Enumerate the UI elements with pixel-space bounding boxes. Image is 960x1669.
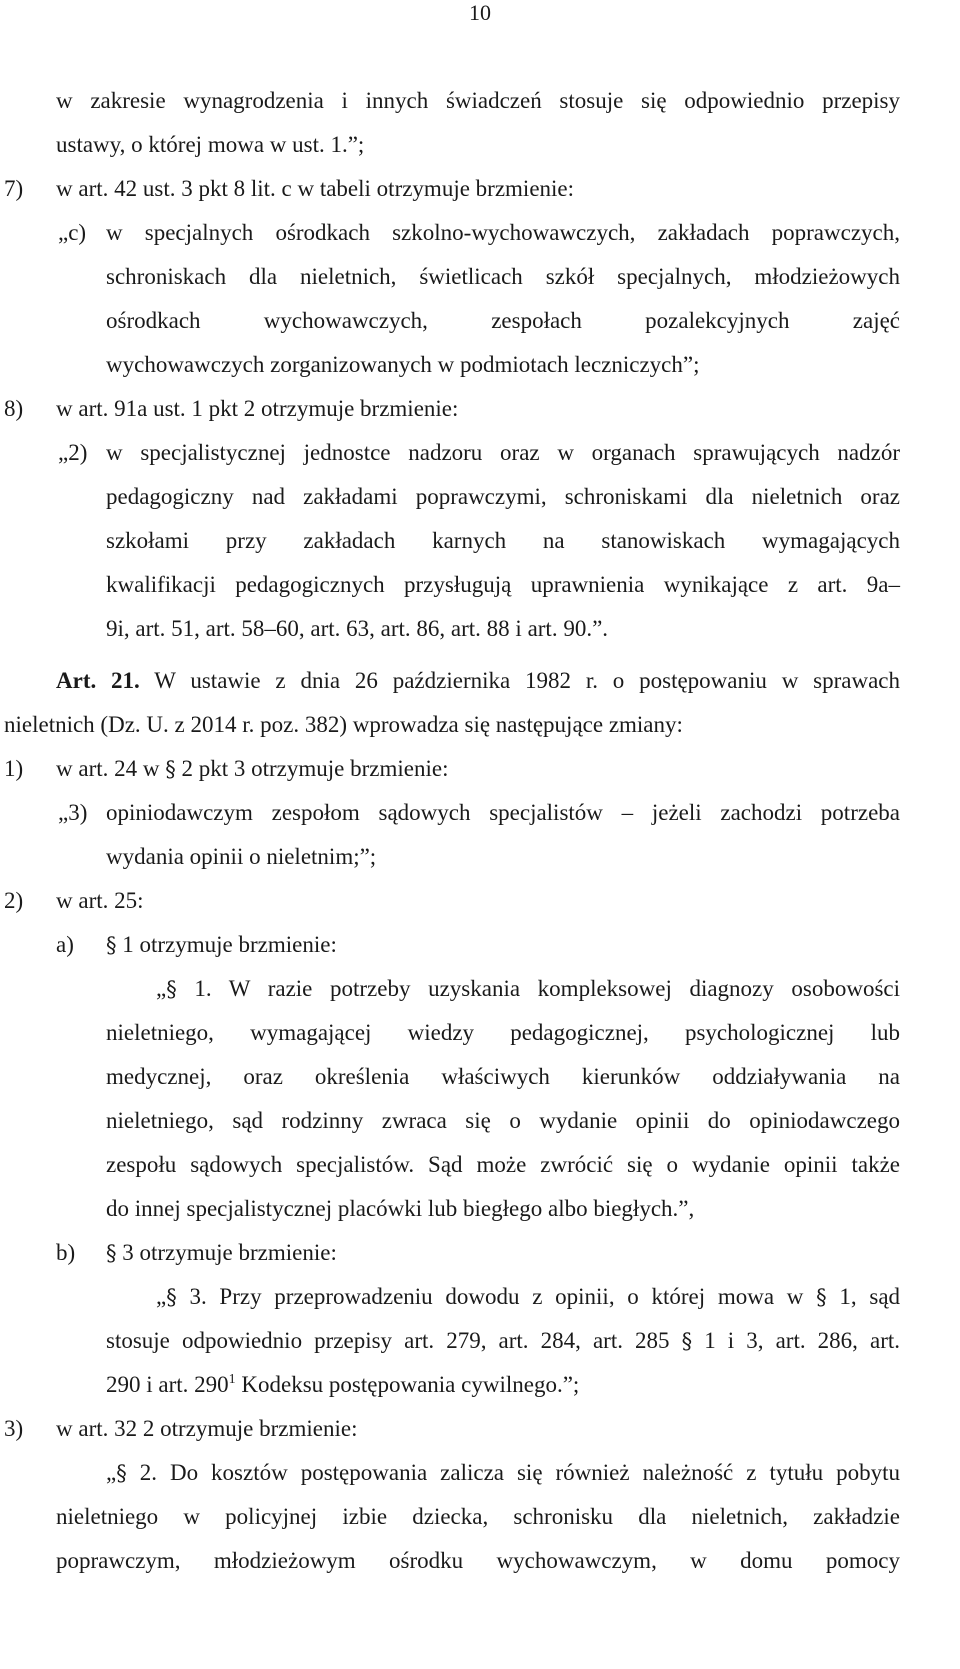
paragraph-line: „§ 1. W razie potrzeby uzyskania kompleksowej diagnozy osobowości (156, 976, 900, 1001)
section-sign: § (165, 757, 176, 781)
list-item-text: w art. 24 w § 2 pkt 3 otrzymuje brzmienie: (56, 756, 449, 781)
list-item-text: § 1 otrzymuje brzmienie: (106, 932, 337, 957)
paragraph-line: szkołami przy zakładach karnych na stanowiskach wymagających (106, 528, 900, 553)
list-marker: 1) (4, 756, 24, 781)
paragraph-line: kwalifikacji pedagogicznych przysługują uprawnienia wynikające z art. 9a– (106, 572, 900, 597)
list-item-text: w art. 32 2 otrzymuje brzmienie: (56, 1416, 358, 1441)
list-item-text: w art. 25: (56, 888, 144, 913)
paragraph-line: nieletniego w policyjnej izbie dziecka, schronisku dla nieletnich, zakładzie (56, 1504, 900, 1529)
list-item-text: w art. 42 ust. 3 pkt 8 lit. c w tabeli otrzymuje brzmienie: (56, 176, 575, 201)
list-marker: 8) (4, 396, 24, 421)
paragraph-line: nieletniego, wymagającej wiedzy pedagogicznej, psychologicznej lub (106, 1020, 900, 1045)
section-sign: § (681, 1329, 693, 1353)
list-marker: „c) (58, 220, 87, 245)
section-sign: § (116, 1461, 127, 1485)
section-sign: § (106, 933, 117, 957)
paragraph-line: schroniskach dla nieletnich, świetlicach szkół specjalnych, młodzieżowych (106, 264, 900, 289)
paragraph-line: 9i, art. 51, art. 58–60, art. 63, art. 86, art. 88 i art. 90.”. (106, 616, 609, 641)
paragraph-line: medycznej, oraz określenia właściwych kierunków oddziaływania na (106, 1064, 900, 1089)
paragraph-line: zespołu sądowych specjalistów. Sąd może zwrócić się o wydanie opinii także (106, 1152, 900, 1177)
section-sign: § (816, 1285, 827, 1309)
paragraph-line: w zakresie wynagrodzenia i innych świadczeń stosuje się odpowiednio przepisy (56, 88, 900, 113)
paragraph-line: w specjalnych ośrodkach szkolno-wychowawczych, zakładach poprawczych, (106, 220, 900, 245)
paragraph-line: stosuje odpowiednio przepisy art. 279, art. 284, art. 285 § 1 i 3, art. 286, art. (106, 1328, 900, 1353)
section-sign: § (166, 1285, 177, 1309)
paragraph-line: do innej specjalistycznej placówki lub biegłego albo biegłych.”, (106, 1196, 695, 1221)
section-sign: § (106, 1241, 117, 1265)
paragraph-line: poprawczym, młodzieżowym ośrodku wychowawczym, w domu pomocy (56, 1548, 900, 1573)
paragraph-line: nieletniego, sąd rodzinny zwraca się o wydanie opinii do opiniodawczego (106, 1108, 900, 1133)
page-number: 10 (469, 0, 491, 25)
paragraph-line: nieletnich (Dz. U. z 2014 r. poz. 382) wprowadza się następujące zmiany: (4, 712, 683, 737)
superscript: 1 (228, 1372, 236, 1387)
list-marker: 3) (4, 1416, 24, 1441)
list-marker: 2) (4, 888, 24, 913)
list-marker: „2) (58, 440, 88, 465)
article-heading: Art. 21. (56, 668, 140, 693)
paragraph-line: ośrodkach wychowawczych, zespołach pozalekcyjnych zajęć (106, 308, 900, 333)
paragraph-line: wydania opinii o nieletnim;”; (106, 844, 377, 869)
list-marker: a) (56, 932, 74, 957)
list-item-text: § 3 otrzymuje brzmienie: (106, 1240, 337, 1265)
paragraph-line: ustawy, o której mowa w ust. 1.”; (56, 132, 365, 157)
paragraph-line: pedagogiczny nad zakładami poprawczymi, schroniskami dla nieletnich oraz (106, 484, 900, 509)
paragraph-line: 290 i art. $290^1$ Kodeksu postępowania cywilnego.”; (106, 1372, 580, 1397)
paragraph-line: opiniodawczym zespołom sądowych specjalistów – jeżeli zachodzi potrzeba (106, 800, 900, 825)
section-sign: § (166, 977, 177, 1001)
article-heading-line (56, 666, 900, 696)
paragraph-line: „§ 2. Do kosztów postępowania zalicza się również należność z tytułu pobytu (106, 1460, 900, 1485)
list-marker: b) (56, 1240, 76, 1265)
article-text: W ustawie z dnia 26 października 1982 r. o postępowaniu w sprawach (154, 668, 900, 693)
paragraph-line: „§ 3. Przy przeprowadzeniu dowodu z opinii, o której mowa w § 1, sąd (156, 1284, 901, 1309)
list-item-text: w art. 91a ust. 1 pkt 2 otrzymuje brzmienie: (56, 396, 459, 421)
list-marker: „3) (58, 800, 88, 825)
paragraph-line: wychowawczych zorganizowanych w podmiotach leczniczych”; (106, 352, 700, 377)
paragraph-line: w specjalistycznej jednostce nadzoru oraz w organach sprawujących nadzór (106, 440, 900, 465)
list-marker: 7) (4, 176, 24, 201)
